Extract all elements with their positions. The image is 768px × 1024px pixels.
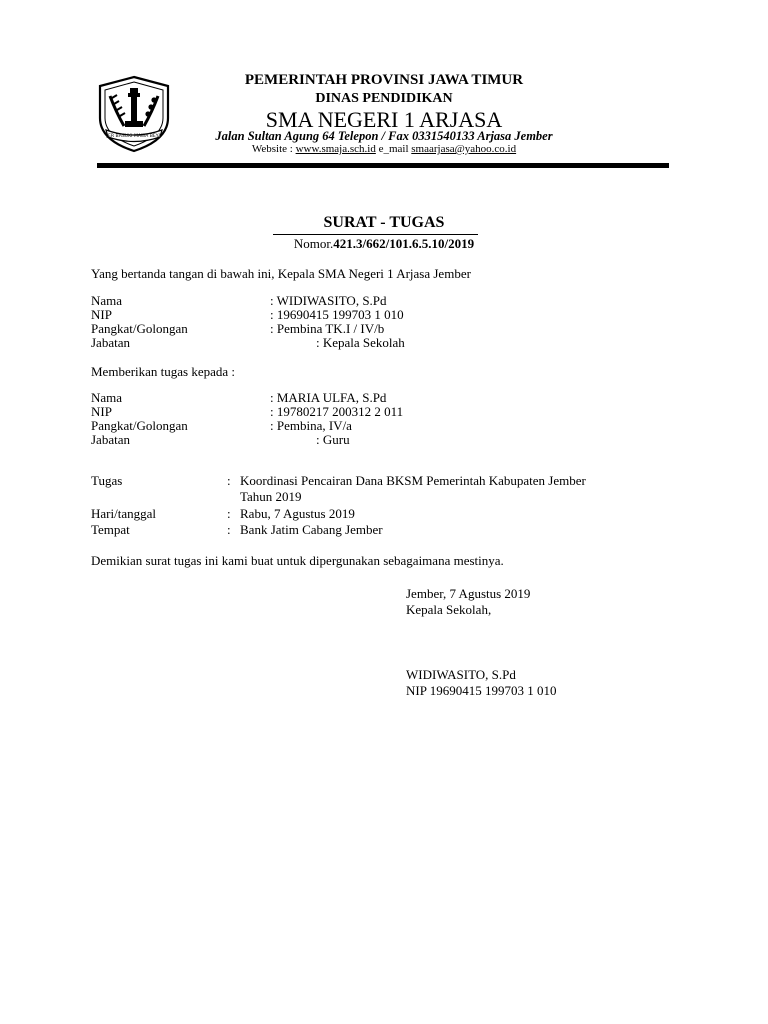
place-value: Bank Jatim Cabang Jember (240, 522, 383, 537)
signer-name: : WIDIWASITO, S.Pd (270, 293, 387, 308)
nomor-label: Nomor. (293, 236, 334, 251)
assignee-name-label: Nama (91, 390, 123, 405)
school-name: SMA NEGERI 1 ARJASA (265, 107, 503, 132)
website-label: Website : (251, 143, 293, 155)
intro-text: Yang bertanda tangan di bawah ini, Kepala SMA Negeri 1 Arjasa Jember (91, 266, 471, 281)
signer-rank: : Pembina TK.I / IV/b (270, 321, 385, 336)
logo-motto: JER BASUKI MAWA BEYA (106, 134, 162, 139)
assignee-position: : Guru (316, 432, 350, 447)
place-label: Tempat (91, 522, 130, 537)
assignee-nip-label: NIP (91, 404, 112, 419)
signature-nip: NIP 19690415 199703 1 010 (406, 683, 557, 698)
govt-header: PEMERINTAH PROVINSI JAWA TIMUR (244, 72, 524, 88)
school-address: Jalan Sultan Agung 64 Telepon / Fax 0331540133 Arjasa Jember (215, 129, 553, 143)
closing-text: Demikian surat tugas ini kami buat untuk dipergunakan sebagaimana mestinya. (91, 553, 504, 568)
signature-place-date: Jember, 7 Agustus 2019 (406, 586, 531, 601)
contact-line (0, 143, 768, 155)
place-colon: : (227, 522, 231, 537)
signature-name: WIDIWASITO, S.Pd (406, 667, 516, 682)
letterhead-divider (97, 163, 669, 168)
title-underline (273, 234, 478, 235)
letter-number (0, 236, 768, 252)
date-label: Hari/tanggal (91, 506, 156, 521)
signer-position: : Kepala Sekolah (316, 335, 405, 350)
assign-intro-text: Memberikan tugas kepada : (91, 364, 236, 379)
assignee-name: : MARIA ULFA, S.Pd (270, 390, 387, 405)
signer-name-label: Nama (91, 293, 123, 308)
signer-nip-label: NIP (91, 307, 112, 322)
website-link[interactable]: www.smaja.sch.id (295, 143, 376, 155)
department-header: DINAS PENDIDIKAN (315, 91, 453, 106)
date-value: Rabu, 7 Agustus 2019 (240, 506, 355, 521)
assignee-rank: : Pembina, IV/a (270, 418, 352, 433)
assignee-position-label: Jabatan (91, 432, 130, 447)
email-label: e_mail (378, 143, 409, 155)
task-colon: : (227, 473, 231, 488)
task-description-line2: Tahun 2019 (240, 489, 302, 504)
signature-position: Kepala Sekolah, (406, 602, 492, 617)
assignee-nip: : 19780217 200312 2 011 (270, 404, 404, 419)
signer-position-label: Jabatan (91, 335, 130, 350)
task-description-line1: Koordinasi Pencairan Dana BKSM Pemerintah Kabupaten Jember (240, 473, 586, 488)
assignee-rank-label: Pangkat/Golongan (91, 418, 188, 433)
nomor-value: 421.3/662/101.6.5.10/2019 (333, 236, 475, 251)
email-link[interactable]: smaarjasa@yahoo.co.id (411, 143, 517, 155)
signer-rank-label: Pangkat/Golongan (91, 321, 188, 336)
date-colon: : (227, 506, 231, 521)
task-label: Tugas (91, 473, 123, 488)
letter-title: SURAT - TUGAS (323, 214, 445, 231)
signer-nip: : 19690415 199703 1 010 (270, 307, 404, 322)
